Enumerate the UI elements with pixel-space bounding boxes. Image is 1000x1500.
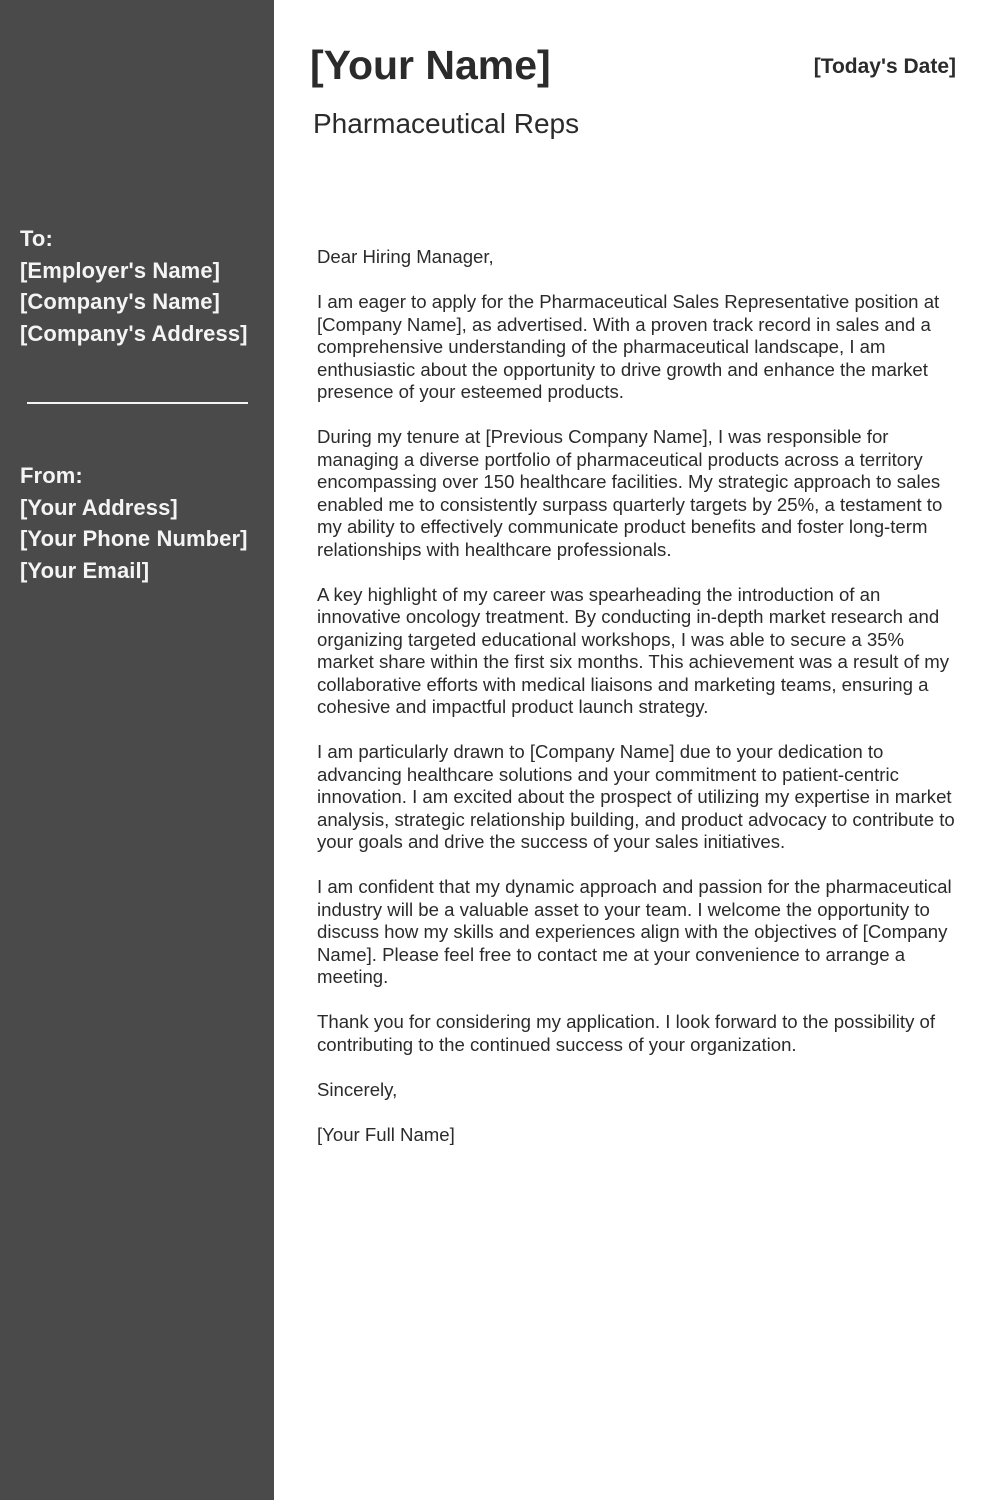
your-address: [Your Address] (20, 494, 178, 520)
paragraph: I am eager to apply for the Pharmaceutical Sales Representative position at [Company Name], as advertised. With a proven track record in sales and a comprehensive understanding of the pharmaceutical landscape, I am enthusiastic about the opportunity to drive growth and enhance the market presence of your esteemed products. (317, 291, 940, 402)
salutation: Dear Hiring Manager, (317, 246, 494, 267)
letter-body (317, 246, 965, 1169)
page-title: [Your Name] (310, 42, 551, 88)
divider (27, 402, 248, 404)
paragraph: Thank you for considering my application. I look forward to the possibility of contributing to the continued success of your organization. (317, 1011, 936, 1055)
closing: Sincerely, (317, 1078, 398, 1100)
paragraph: During my tenure at [Previous Company Name], I was responsible for managing a diverse portfolio of pharmaceutical products across a territory encompassing over 150 healthcare facilities. My strategic approach to sales enabled me to consistently surpass quarterly targets by 25%, a testament to my ability to effectively communicate product benefits and foster long-term relationships with healthcare professionals. (317, 426, 943, 560)
from-label: From: (20, 463, 83, 488)
employer-name: [Employer's Name] (20, 257, 221, 283)
signature: [Your Full Name] (317, 1123, 455, 1145)
paragraph: I am particularly drawn to [Company Name] due to your dedication to advancing healthcare solutions and your commitment to patient-centric innovation. I am excited about the prospect of utilizing my expertise in market analysis, strategic relationship building, and product advocacy to contribute to your goals and drive the success of your sales initiatives. (317, 741, 955, 852)
company-name: [Company's Name] (20, 289, 220, 314)
to-label: To: (20, 226, 53, 251)
sidebar (0, 0, 274, 1500)
date: [Today's Date] (813, 55, 956, 78)
your-email: [Your Email] (20, 557, 150, 583)
paragraph: I am confident that my dynamic approach and passion for the pharmaceutical industry will be a valuable asset to your team. I welcome the opportunity to discuss how my skills and experiences align with the objectives of [Company Name]. Please feel free to contact me at your convenience to arrange a meeting. (317, 876, 952, 987)
company-address: [Company's Address] (20, 320, 248, 346)
subtitle: Pharmaceutical Reps (313, 108, 580, 139)
recipient-block (20, 223, 248, 349)
your-phone: [Your Phone Number] (20, 526, 248, 551)
sender-block (20, 460, 248, 586)
paragraph: A key highlight of my career was spearheading the introduction of an innovative oncology treatment. By conducting in-depth market research and organizing targeted educational workshops, I was able to secure a 35% market share within the first six months. This achievement was a result of my collaborative efforts with medical liaisons and marketing teams, ensuring a cohesive and impactful product launch strategy. (317, 583, 950, 717)
